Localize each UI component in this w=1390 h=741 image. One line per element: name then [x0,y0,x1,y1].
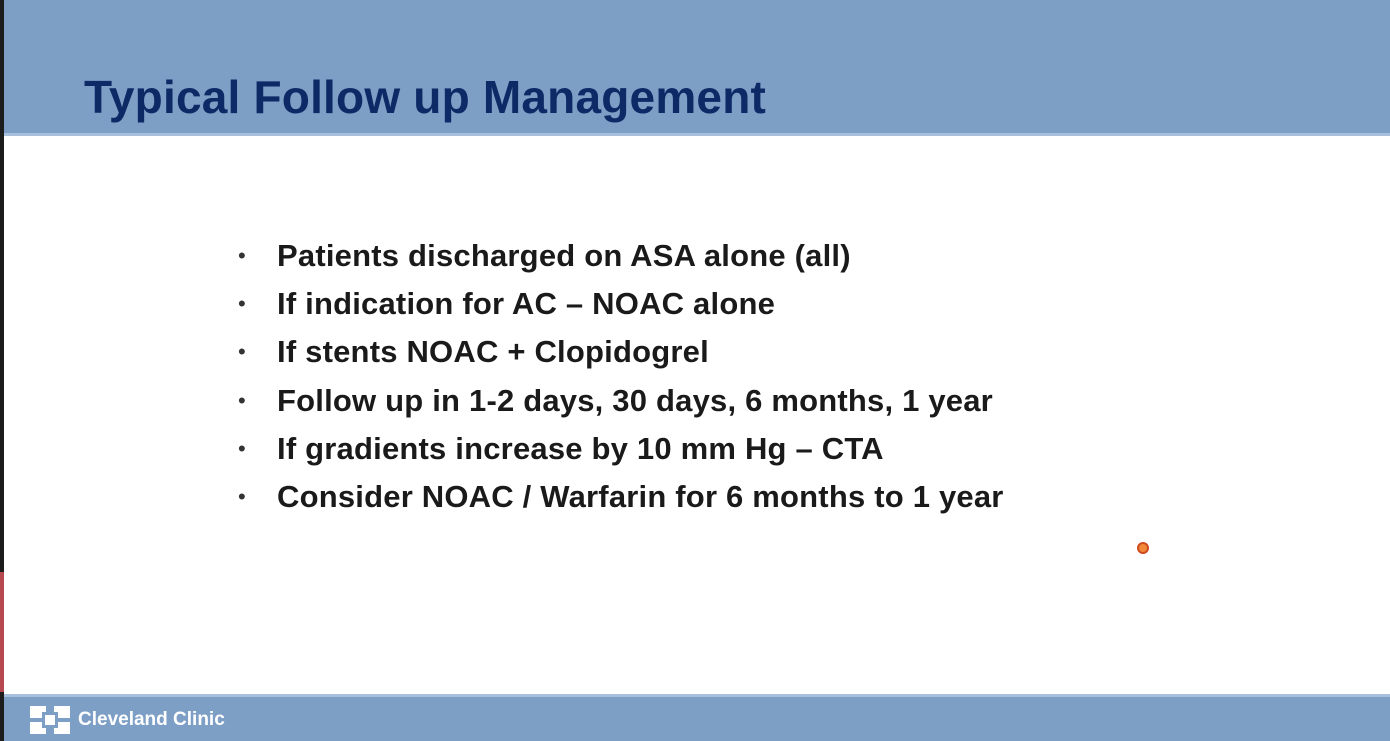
bullet-icon: • [238,339,246,365]
bullet-item [236,328,1004,376]
bullet-text: If indication for AC – NOAC alone [277,286,776,322]
bullet-icon: • [238,387,246,413]
cleveland-clinic-logo-icon [28,704,72,736]
bullet-text: If gradients increase by 10 mm Hg – CTA [277,430,884,466]
bullet-icon: • [238,291,246,317]
bullet-text: If stents NOAC + Clopidogrel [277,334,709,370]
footer-logo [28,704,225,736]
logo-text: Cleveland Clinic [78,709,225,730]
bullet-icon: • [238,243,246,269]
bullet-text: Follow up in 1-2 days, 30 days, 6 months, 1 year [277,382,993,418]
bullet-item [236,473,1004,521]
bullet-icon: • [238,484,246,510]
slide-title: Typical Follow up Management [84,71,767,123]
bullet-icon: • [238,435,246,461]
header-divider [4,133,1390,136]
bullet-text: Patients discharged on ASA alone (all) [277,238,851,274]
bullet-item [236,280,1004,328]
bullet-item [236,232,1004,280]
bullet-item [236,377,1004,425]
laser-pointer-icon [1137,542,1149,554]
bullet-list [236,232,1004,521]
window-left-accent [0,572,4,692]
bullet-item [236,425,1004,473]
bullet-text: Consider NOAC / Warfarin for 6 months to 1 year [277,479,1004,515]
